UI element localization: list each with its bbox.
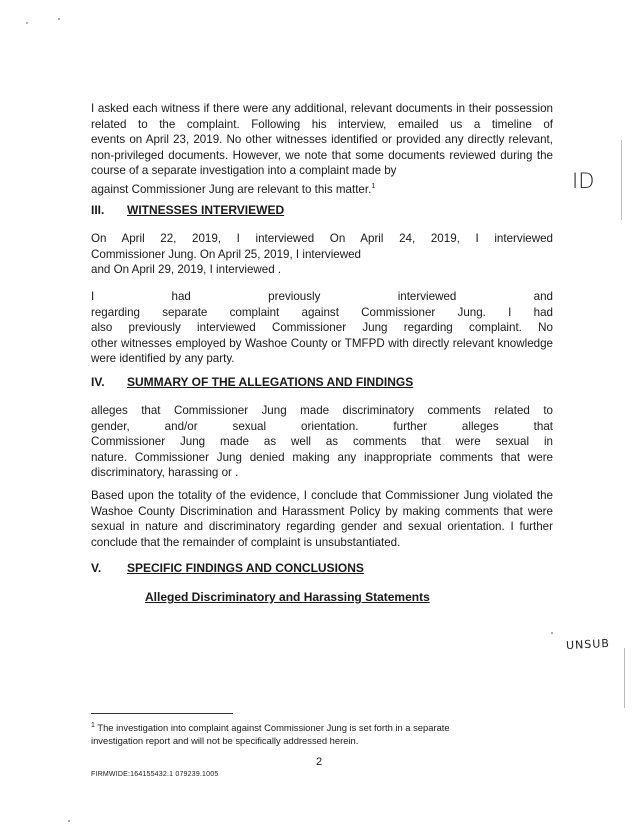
section-3-title: WITNESSES INTERVIEWED [127, 203, 285, 217]
scan-speck [551, 632, 553, 634]
s3p1-line: Commissioner Jung. On April 25, 2019, I interviewed [91, 247, 362, 261]
footnote-text-1: The investigation into complaint against Commissioner Jung is set forth in a separate [94, 722, 450, 734]
intro-line: I asked each witness if there were any additional, relevant documents in their possession [91, 102, 553, 115]
section-5-number: V. [91, 561, 102, 575]
section-4-paragraph-1 [91, 403, 553, 481]
section-3-number: III. [91, 203, 105, 217]
section-4-heading [91, 375, 413, 389]
footnote-line-2: investigation report and will not be specifically addressed herein. [91, 735, 359, 747]
s3p2-line: I had previously interviewed and [91, 290, 553, 303]
s4p1-line: Commissioner Jung made as well as comments that were sexual in [91, 435, 553, 449]
footnote [91, 719, 553, 747]
s4p1-line: discriminatory, harassing or . [91, 466, 239, 480]
intro-line: related to the complaint. Following his interview, emailed us a timeline of [91, 117, 553, 131]
s4p2-line: conclude that the remainder of complaint is unsubstantiated. [91, 535, 401, 549]
subheading-discriminatory-statements: Alleged Discriminatory and Harassing Statements [145, 590, 430, 604]
section-3-paragraph-2 [91, 289, 553, 367]
intro-line: against Commissioner Jung are relevant to this matter. [91, 182, 372, 196]
scan-speck [68, 820, 70, 822]
footnote-rule [91, 713, 233, 714]
section-3-heading [91, 203, 284, 217]
s4p2-line: Washoe County Discrimination and Harassment Policy by making comments that were [91, 504, 553, 518]
intro-line: non-privileged documents. However, we note that some documents reviewed during the [91, 148, 553, 162]
document-id: FIRMWIDE:164155432.1 079239.1005 [91, 771, 219, 778]
footnote-marker: 1 [371, 182, 376, 190]
scan-speck [58, 18, 60, 20]
section-4-paragraph-2 [91, 488, 553, 550]
s4p1-line: alleges that Commissioner Jung made discriminatory comments related to [91, 404, 553, 417]
section-3-paragraph-1 [91, 231, 553, 278]
s4p2-line: Based upon the totality of the evidence, I conclude that Commissioner Jung violated the [91, 489, 553, 502]
handwritten-unsub-note: UNSUB [565, 636, 611, 653]
handwritten-id-mark: ID [572, 169, 595, 193]
s3p2-line: were identified by any party. [91, 352, 235, 366]
s4p1-line: nature. Commissioner Jung denied making any inappropriate comments that were [91, 450, 553, 464]
section-5-title: SPECIFIC FINDINGS AND CONCLUSIONS [127, 561, 364, 575]
margin-scan-line [621, 140, 622, 220]
scan-speck [26, 22, 28, 24]
footnote-number: 1 [91, 722, 95, 729]
s3p2-line: also previously interviewed Commissioner Jung regarding complaint. No [91, 321, 553, 335]
margin-scan-line [624, 648, 625, 708]
intro-line: course of a separate investigation into a complaint made by [91, 164, 397, 178]
s3p1-line: and On April 29, 2019, I interviewed . [91, 263, 282, 277]
intro-paragraph [91, 101, 553, 197]
footnote-line-1 [91, 719, 553, 734]
s3p1-line: On April 22, 2019, I interviewed On April 24, 2019, I interviewed [91, 232, 553, 245]
s3p2-line: regarding separate complaint against Commissioner Jung. I had [91, 305, 553, 319]
intro-last-line [91, 179, 553, 197]
s4p1-line: gender, and/or sexual orientation. further alleges that [91, 419, 553, 433]
section-5-heading [91, 561, 364, 575]
section-4-title: SUMMARY OF THE ALLEGATIONS AND FINDINGS [127, 375, 414, 389]
intro-line: events on April 23, 2019. No other witnesses identified or provided any directly relevant, [91, 133, 553, 147]
page-number: 2 [316, 756, 323, 768]
s4p2-line: sexual in nature and discriminatory regarding gender and sexual orientation. I further [91, 520, 553, 534]
section-4-number: IV. [91, 375, 105, 389]
s3p2-line: other witnesses employed by Washoe County or TMFPD with directly relevant knowledge [91, 336, 553, 350]
